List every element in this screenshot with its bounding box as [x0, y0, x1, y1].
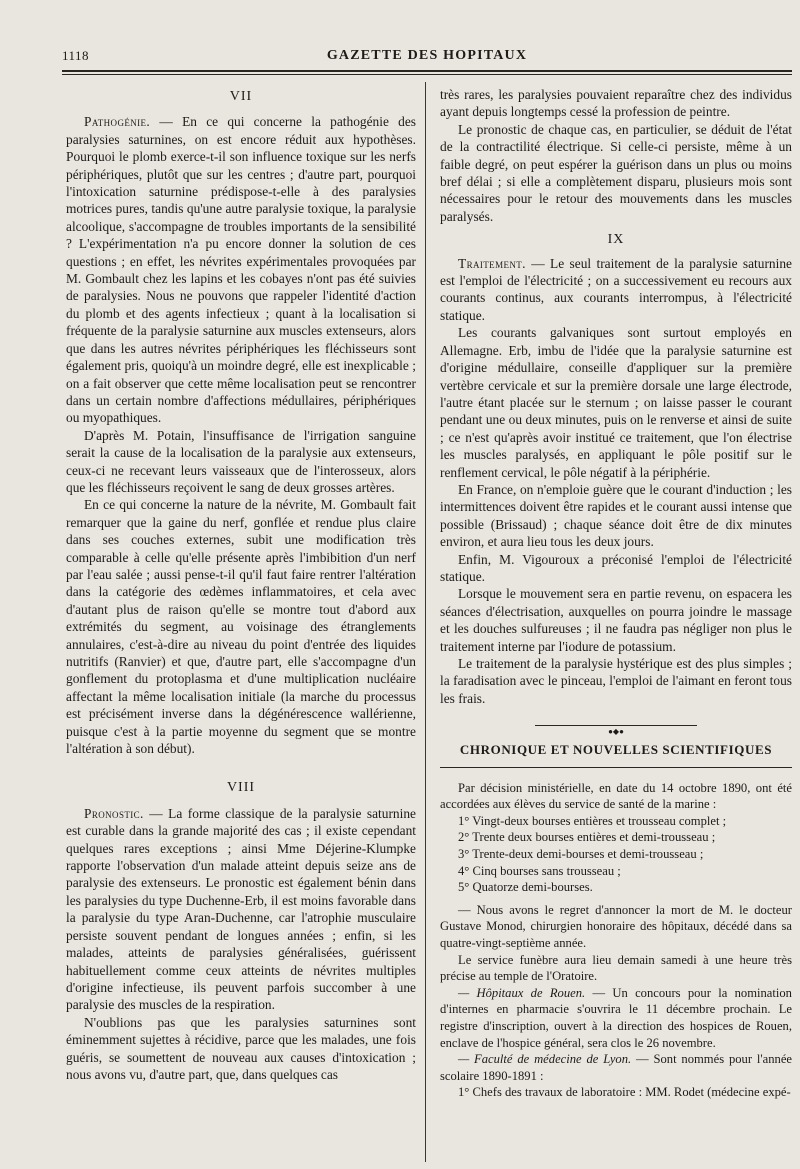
section-number-vii: VII — [229, 89, 253, 104]
paragraph-text: — Un concours pour la nomination d'internes en pharmacie s'ouvrira le 11 décembre prochain. Le registre d'inscription, ouvert à la direction des hospices de Rouen, enclave de l'hospice général, sera clos le 26 novembre. — [440, 985, 792, 1050]
list-item: 3° Trente-deux demi-bourses et demi-trousseau ; — [458, 847, 704, 861]
page-number: 1118 — [62, 48, 90, 63]
journal-title: GAZETTE DES HOPITAUX — [326, 48, 528, 63]
list-item: 4° Cinq bourses sans trousseau ; — [458, 863, 621, 878]
page-header — [62, 48, 792, 70]
run-in-heading: Traitement. — [458, 255, 526, 271]
chronique-service-funebre: Le service funèbre aura lieu demain samedi à une heure très précise au temple de l'Oratoire. — [440, 952, 792, 984]
section-number-viii: VIII — [226, 780, 256, 796]
paragraph-recidive: N'oublions pas que les paralysies saturnines sont éminemment sujettes à récidive, parce que les malades, une fois guéris, se soumettent de nouveau aux causes d'intoxication ; nous avons vu, d'autre part, que, dans quelques cas — [66, 1014, 416, 1082]
section-number-ix: IX — [607, 232, 625, 248]
header-rule — [62, 70, 792, 72]
paragraph-france: En France, on n'emploie guère que le courant d'induction ; les intermittences doivent être rapides et le courant aussi intense que possible (Brissaud) ; chaque séance doit être de dix minutes environ, et aura lieu tous les deux jours. — [440, 481, 792, 550]
paragraph-potain: D'après M. Potain, l'insuffisance de l'irrigation sanguine serait la cause de la localisation de la paralysie aux extenseurs, ceux-ci ne recevant leurs vaisseaux que de l'interosseux, alors que les fléchisseurs reçoivent le sang de deux grosses artères. — [66, 427, 416, 495]
paragraph-galvaniques: Les courants galvaniques sont surtout employés en Allemagne. Erb, imbu de l'idée que la paralysie saturnine est d'origine médullaire, conseille d'appliquer sur la première vertèbre cervicale et sur la première dorsale une large électrode, l'autre étant placée sur le sternum ; on laisse passer le courant pendant une ou deux minutes, puis on le renverse et ainsi de suite ; ce n'est qu'après avoir institué ce traitement, que l'on électrise les muscles paralysés, en appliquant le pôle positif sur le renflement cervical, le pôle négatif à la périphérie. — [440, 325, 792, 480]
column-divider — [425, 82, 426, 1162]
run-in-heading: Pathogénie. — [84, 114, 151, 130]
chronique-lyon — [440, 1051, 792, 1084]
chronique-body — [440, 780, 792, 1101]
chronique-rule — [440, 767, 792, 768]
paragraph-pronostic-electrique: Le pronostic de chaque cas, en particulier, se déduit de l'état de la contractilité électrique. Si celle-ci persiste, même à un faible degré, on peut espérer la guérison dans un plus ou moins bref délai ; si elle a complètement disparu, plusieurs mois sont nécessaires pour le retour des mouvements dans les muscles paralysés. — [440, 121, 792, 224]
paragraph-text: — En ce qui concerne la pathogénie des paralysies saturnines, on est encore réduit aux hypothèses. Pourquoi le plomb exerce-t-il son influence toxique sur les nerfs périphériques, plutôt que sur les centres ; d'autre part, pourquoi l'intoxication saturnine prédispose-t-elle à des paralysies motrices pures, tandis qu'une autre paralysie toxique, la paralysie alcoolique, s'accompagne de troubles importants de la sensibilité ? L'expérimentation n'a pu encore donner la solution de ces questions ; en effet, les névrites expérimentales provoquées par M. Gombault chez les lapins et les cobayes n'ont pas été suivies de paralysies. Nous ne pouvons que rappeler l'identité d'action du plomb et des agents infectieux ; quant à la localisation si fréquente de la paralysie saturnine aux muscles extenseurs, alors que dans les autres névrites périphériques les fléchisseurs sont également pris, quoiqu'à un moindre degré, elle est inexplicable ; on a fait observer que cette même localisation peut se rencontrer dans un certain nombre d'affections médullaires, périphériques ou myopathiques. — [66, 114, 416, 426]
paragraph-vigouroux: Enfin, M. Vigouroux a préconisé l'emploi de l'électricité statique. — [440, 551, 792, 584]
paragraph-text: — La forme classique de la paralysie saturnine est curable dans la grande majorité des cas ; il existe cependant quelques rares exceptions ; ainsi Mme Déjerine-Klumpke rapporte l'observation d'un malade atteint depuis seize ans de paralysie des extenseurs. Le pronostic est également bénin dans les paralysies du type Duchenne-Erb, il est moins favorable dans la paralysie du type Aran-Duchenne, car l'atrophie musculaire persiste souvent pendant de longues années ; enfin, si les malades, atteints de paralysies généralisées, guérissent habituellement comme ceux atteints de névrites multiples d'origine infectieuse, ils peuvent parfois succomber à une paralysie des muscles de la respiration. — [66, 805, 416, 1013]
chronique-decision: Par décision ministérielle, en date du 14 octobre 1890, ont été accordées aux élèves du service de santé de la marine : — [440, 780, 792, 812]
chronique-rouen — [440, 985, 792, 1051]
section-ornament — [440, 721, 792, 737]
list-item: 1° Vingt-deux bourses entières et trousseau complet ; — [458, 813, 727, 828]
paragraph-hysterique: Le traitement de la paralysie hystérique est des plus simples ; la faradisation avec le pinceau, l'emploi de l'aimant en feront tous les frais. — [440, 656, 792, 706]
chronique-chefs-travaux: 1° Chefs des travaux de laboratoire : MM. Rodet (médecine expé- — [458, 1085, 791, 1100]
paragraph-continuation: très rares, les paralysies pouvaient reparaître chez des individus ayant depuis longtemps cessé la profession de peintre. — [440, 87, 792, 120]
italic-heading: — Faculté de médecine de Lyon. — [458, 1052, 632, 1067]
chronique-monod: — Nous avons le regret d'annoncer la mort de M. le docteur Gustave Monod, chirurgien honoraire des hôpitaux, décédé dans sa quatre-vingt-septième année. — [440, 902, 792, 950]
paragraph-pronostic — [66, 805, 416, 1014]
ornament-glyph: ●◆● — [604, 727, 628, 736]
left-column — [66, 86, 416, 1083]
paragraph-traitement — [440, 255, 792, 325]
paragraph-text: — Sont nommés pour l'année scolaire 1890-1891 : — [440, 1052, 793, 1083]
list-item: 2° Trente deux bourses entières et demi-trousseau ; — [458, 830, 716, 845]
header-rule-thin — [62, 74, 792, 75]
run-in-heading: Pronostic. — [84, 805, 144, 821]
list-item: 5° Quatorze demi-bourses. — [458, 880, 593, 895]
paragraph-text: — Le seul traitement de la paralysie saturnine est l'emploi de l'électricité ; on a successivement eu recours aux courants continus, aux courants interrompus, à l'électricité statique. — [440, 255, 792, 323]
chronique-heading: CHRONIQUE ET NOUVELLES SCIENTIFIQUES — [459, 742, 773, 758]
italic-heading: — Hôpitaux de Rouen. — [458, 985, 586, 1000]
paragraph-pathogenie — [66, 113, 416, 426]
paragraph-nature-nevrite: En ce qui concerne la nature de la névrite, M. Gombault fait remarquer que la gaine du nerf, gonflée et rendue plus claire dans ses couches externes, subit une modification très comparable à celle qu'elle présente après l'imbibition d'un nerf par l'eau salée ; aussi pense-t-il qu'il faut faire rentrer l'altération dans la catégorie des œdèmes inflammatoires, et cela avec d'autant plus de raison qu'elle se montre tout d'abord aux extrémités du segment, au voisinage des étranglements annulaires, c'est-à-dire au niveau du point d'entrée des liquides nutritifs (Ranvier) et que, d'autre part, elle s'accompagne d'un gonflement du protoplasma et d'une multiplication nucléaire affectant la même localisation initiale (la marche du processus est précisément inverse dans la dégénérescence wallérienne, puisque c'est à la partie moyenne du segment que se montre l'altération à son début). — [66, 497, 416, 757]
paragraph-massage: Lorsque le mouvement sera en partie revenu, on espacera les séances d'électrisation, auxquelles on pourra joindre le massage et les douches sulfureuses ; il ne faudra pas négliger non plus le traitement interne par l'iodure de potassium. — [440, 586, 792, 654]
right-column — [440, 86, 792, 1101]
